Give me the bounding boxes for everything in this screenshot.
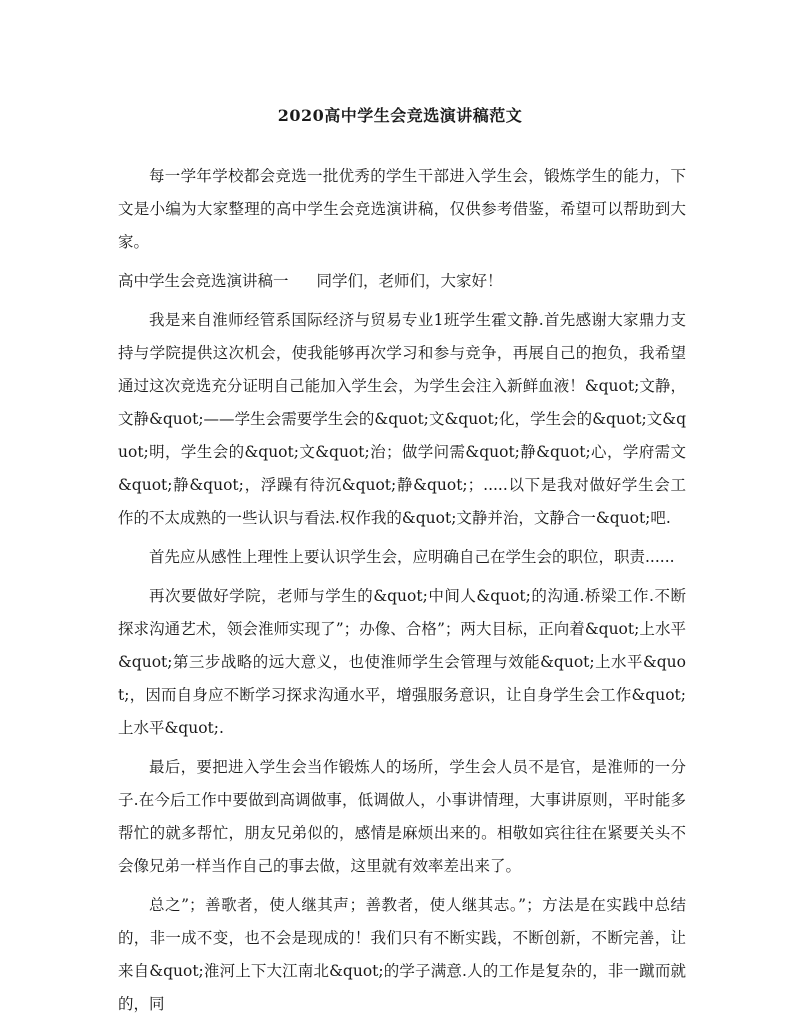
- document-body: [118, 160, 686, 1027]
- body-paragraph: 最后，要把进入学生会当作锻炼人的场所，学生会人员不是官，是淮师的一分子.在今后工作中要做到高调做事，低调做人，小事讲情理，大事讲原则，平时能多帮忙的就多帮忙，朋友兄弟似的，感情是麻烦出来的。相敬如宾往往在紧要关头不会像兄弟一样当作自己的事去做，这里就有效率差出来了。: [118, 758, 686, 875]
- body-paragraph: 再次要做好学院，老师与学生的&quot;中间人&quot;的沟通.桥梁工作.不断探求沟通艺术，领会淮师实现了”；办像、合格”；两大目标，正向着&quot;上水平&quot;第三步战略的远大意义，也使淮师学生会管理与效能&quot;上水平&quot;，因而自身应不断学习探求沟通水平，增强服务意识，让自身学生会工作&quot;上水平&quot;.: [118, 587, 686, 737]
- body-paragraph: 首先应从感性上理性上要认识学生会，应明确自己在学生会的职位，职责......: [149, 548, 675, 566]
- greeting: 同学们，老师们，大家好！: [316, 272, 503, 290]
- body-paragraph: 我是来自淮师经管系国际经济与贸易专业1班学生霍文静.首先感谢大家鼎力支持与学院提供这次机会，使我能够再次学习和参与竞争，再展自己的抱负，我希望通过这次竞选充分证明自己能加入学生会，为学生会注入新鲜血液！&quot;文静，文静&quot;——学生会需要学生会的&quot;文&quot;化，学生会的&quot;文&quot;明，学生会的&quot;文&quot;治；做学问需&quot;静&quot;心，学府需文&quot;静&quot;，浮躁有待沉&quot;静&quot;；.....以下是我对做好学生会工作的不太成熟的一些认识与看法.权作我的&quot;文静并治，文静合一&quot;吧.: [118, 311, 686, 527]
- section-heading-line: [118, 265, 686, 298]
- document-title: 2020高中学生会竞选演讲稿范文: [277, 106, 523, 125]
- section-heading: 高中学生会竞选演讲稿一: [118, 272, 289, 290]
- body-paragraph: 总之”；善歌者，使人继其声；善教者，使人继其志。”；方法是在实践中总结的，非一成不变，也不会是现成的！我们只有不断实践，不断创新，不断完善，让来自&quot;淮河上下大江南北&quot;的学子满意.人的工作是复杂的，非一蹴而就的，同: [118, 896, 686, 1013]
- intro-paragraph: 每一学年学校都会竞选一批优秀的学生干部进入学生会，锻炼学生的能力，下文是小编为大家整理的高中学生会竞选演讲稿，仅供参考借鉴，希望可以帮助到大家。: [118, 167, 686, 251]
